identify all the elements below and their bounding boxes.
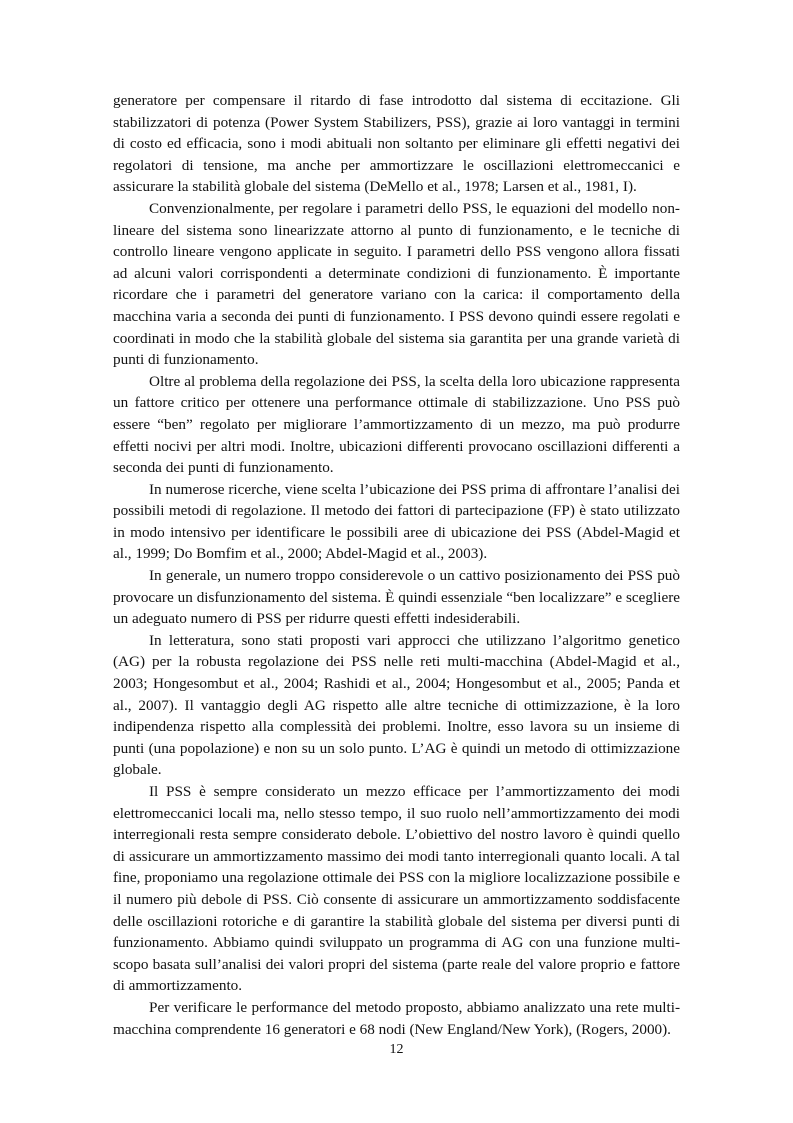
paragraph-pss-location: Oltre al problema della regolazione dei PSS, la scelta della loro ubicazione rappresenta un fattore critico per ottenere una performance ottimale di stabilizzazione. Uno PSS può essere “ben” regolato per migliorare l’ammortizzamento di un mezzo, ma può produrre effetti nocivi per altri modi. Inoltre, ubicazioni differenti provocano oscillazioni differenti a seconda dei punti di funzionamento. xyxy=(113,372,680,477)
paragraph-objective: Il PSS è sempre considerato un mezzo efficace per l’ammortizzamento dei modi elettromeccanici locali ma, nello stesso tempo, il suo ruolo nell’ammortizzamento dei modi interregionali resta sempre considerato debole. L’obiettivo del nostro lavoro è quindi quello di assicurare un ammortizzamento massimo dei modi tanto interregionali quanto locali. A tal fine, proponiamo una regolazione ottimale dei PSS con la migliore localizzazione possibile e il numero più debole di PSS. Ciò consente di assicurare un ammortizzamento soddisfacente delle oscillazioni rotoriche e di garantire la stabilità globale del sistema per diversi punti di funzionamento. Abbiamo quindi sviluppato un programma di AG con una funzione multi-scopo basata sull’analisi dei valori propri del sistema (parte reale del valore proprio e fattore di ammortizzamento. xyxy=(113,783,680,995)
paragraph-genetic-algorithm: In letteratura, sono stati proposti vari approcci che utilizzano l’algoritmo genetico (AG) per la robusta regolazione dei PSS nelle reti multi-macchina (Abdel-Magid et al., 2003; Hongesombut et al., 2004; Rashidi et al., 2004; Hongesombut et al., 2005; Panda et al., 2007). Il vantaggio degli AG rispetto alle altre tecniche di ottimizzazione, è la loro indipendenza rispetto alla complessità dei problemi. Inoltre, esso lavora su un insieme di punti (una popolazione) e non su un solo punto. L’AG è quindi un metodo di ottimizzazione globale. xyxy=(113,631,680,779)
paragraph-pss-tuning: Convenzionalmente, per regolare i parametri dello PSS, le equazioni del modello non-lineare del sistema sono linearizzate attorno al punto di funzionamento, e le tecniche di controllo lineare vengono applicate in seguito. I parametri dello PSS vengono allora fissati ad alcuni valori corrispondenti a determinate condizioni di funzionamento. È importante ricordare che i parametri del generatore variano con la carica: il comportamento della macchina varia a seconda dei punti di funzionamento. I PSS devono quindi essere regolati e coordinati in modo che la stabilità globale del sistema sia garantita per una grande varietà di punti di funzionamento. xyxy=(113,199,680,369)
document-body xyxy=(113,90,680,1040)
page-number: 12 xyxy=(389,1042,404,1057)
paragraph-participation-factors: In numerose ricerche, viene scelta l’ubicazione dei PSS prima di affrontare l’analisi dei possibili metodi di regolazione. Il metodo dei fattori di partecipazione (FP) è stato utilizzato in modo intensivo per identificare le possibili aree di ubicazione dei PSS (Abdel-Magid et al., 1999; Do Bomfim et al., 2000; Abdel-Magid et al., 2003). xyxy=(113,480,680,563)
paragraph-continuation: generatore per compensare il ritardo di fase introdotto dal sistema di eccitazione. Gli stabilizzatori di potenza (Power System Stabilizers, PSS), grazie ai loro vantaggi in termini di costo ed efficacia, sono i modi abituali non soltanto per eliminare gli effetti negativi dei regolatori di tensione, ma anche per ammortizzare le oscillazioni elettromeccanici e assicurare la stabilità globale del sistema (DeMello et al., 1978; Larsen et al., 1981, I). xyxy=(113,92,680,196)
paragraph-verification: Per verificare le performance del metodo proposto, abbiamo analizzato una rete multi-macchina comprendente 16 generatori e 68 nodi (New England/New York), (Rogers, 2000). xyxy=(113,998,680,1038)
paragraph-pss-number: In generale, un numero troppo considerevole o un cattivo posizionamento dei PSS può provocare un disfunzionamento del sistema. È quindi essenziale “ben localizzare” e scegliere un adeguato numero di PSS per ridurre questi effetti indesiderabili. xyxy=(113,567,680,628)
